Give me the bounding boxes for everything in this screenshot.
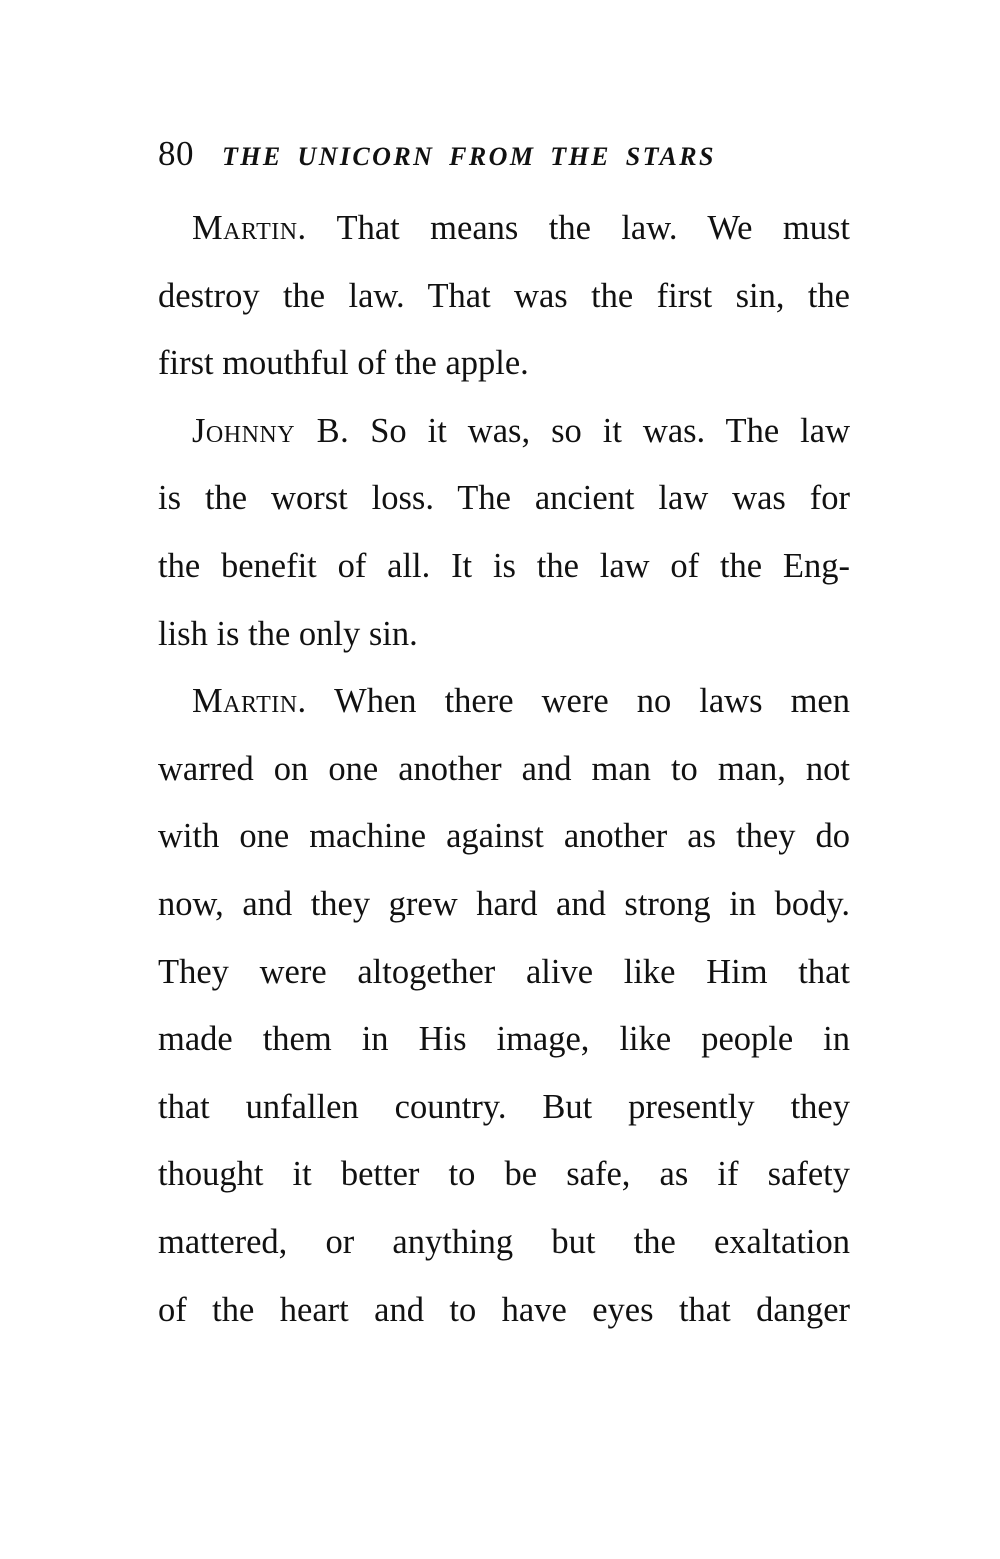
text-line: with one machine against another as they do	[158, 817, 850, 856]
text-line: warred on one another and man to man, not	[158, 749, 850, 788]
text-line: is the worst loss. The ancient law was for	[158, 479, 850, 518]
speaker-name: Johnny B.	[192, 411, 350, 450]
text-line: thought it better to be safe, as if safety	[158, 1155, 850, 1194]
running-head	[158, 130, 858, 178]
text-line: Martin. When there were no laws men	[192, 682, 850, 721]
speaker-name: Martin.	[192, 682, 307, 721]
speaker-name: Martin.	[192, 209, 307, 247]
text-line: of the heart and to have eyes that danger	[158, 1290, 850, 1329]
text-line: lish is the only sin.	[158, 614, 418, 653]
text-line: They were altogether alive like Him that	[158, 952, 850, 991]
text-line: Martin. That means the law. We must	[192, 209, 850, 247]
text-line: mattered, or anything but the exaltation	[158, 1222, 850, 1261]
text-line: first mouthful of the apple.	[158, 344, 529, 383]
text-line: now, and they grew hard and strong in body.	[158, 884, 850, 923]
paragraph	[158, 668, 850, 1344]
text-line: destroy the law. That was the first sin, the	[158, 276, 850, 315]
running-title: THE UNICORN FROM THE STARS	[222, 142, 716, 171]
text-line: that unfallen country. But presently they	[158, 1087, 850, 1126]
text-line: the benefit of all. It is the law of the Eng-	[158, 546, 850, 585]
paragraph	[158, 398, 850, 668]
text-line: made them in His image, like people in	[158, 1020, 850, 1059]
paragraph	[158, 195, 850, 398]
text-line: Johnny B. So it was, so it was. The law	[192, 411, 850, 450]
page-number: 80	[158, 134, 194, 173]
page-text	[158, 195, 850, 1344]
